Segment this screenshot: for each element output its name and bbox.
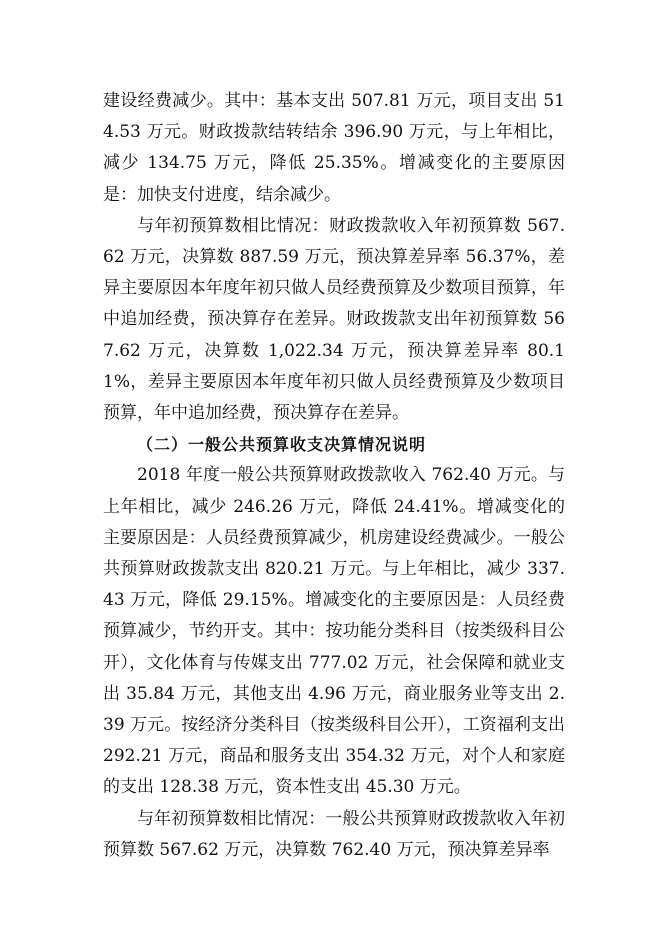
- paragraph-expenditure-summary: 建设经费减少。其中：基本支出 507.81 万元，项目支出 514.53 万元。财政拨款结转结余 396.90 万元，与上年相比，减少 134.75 万元，降低 25.35%。增减变化的主要原因是：加快支付进度，结余减少。: [103, 91, 565, 205]
- paragraph-general-budget: 2018 年度一般公共预算财政拨款收入 762.40 万元。与上年相比，减少 246.26 万元，降低 24.41%。增减变化的主要原因是：人员经费预算减少，机房建设经费减少。一般公共预算财政拨款支出 820.21 万元。与上年相比，减少 337.43 万元，降低 29.15%。增减变化的主要原因是：人员经费预算减少，节约开支。其中：按功能分类科目（按类级科目公开），文化体育与传媒支出 777.02 万元，社会保障和就业支出 35.84 万元，其他支出 4.96 万元，商业服务业等支出 2.39 万元。按经济分类科目（按类级科目公开），工资福利支出 292.21 万元，商品和服务支出 354.32 万元，对个人和家庭的支出 128.38 万元，资本性支出 45.30 万元。: [103, 465, 565, 798]
- paragraph-budget-comparison: 与年初预算数相比情况：财政拨款收入年初预算数 567.62 万元，决算数 887.59 万元，预决算差异率 56.37%，差异主要原因本年度年初只做人员经费预算及少数项目预算，年中追加经费，预决算存在差异。财政拨款支出年初预算数 567.62 万元，决算数 1,022.34 万元，预决算差异率 80.11%，差异主要原因本年度年初只做人员经费预算及少数项目预算，年中追加经费，预决算存在差异。: [103, 215, 565, 424]
- paragraph-general-budget-comparison: 与年初预算数相比情况：一般公共预算财政拨款收入年初预算数 567.62 万元，决算数 762.40 万元，预决算差异率: [103, 808, 565, 860]
- document-page: [103, 86, 565, 866]
- section-heading: （二）一般公共预算收支决算情况说明: [137, 435, 427, 455]
